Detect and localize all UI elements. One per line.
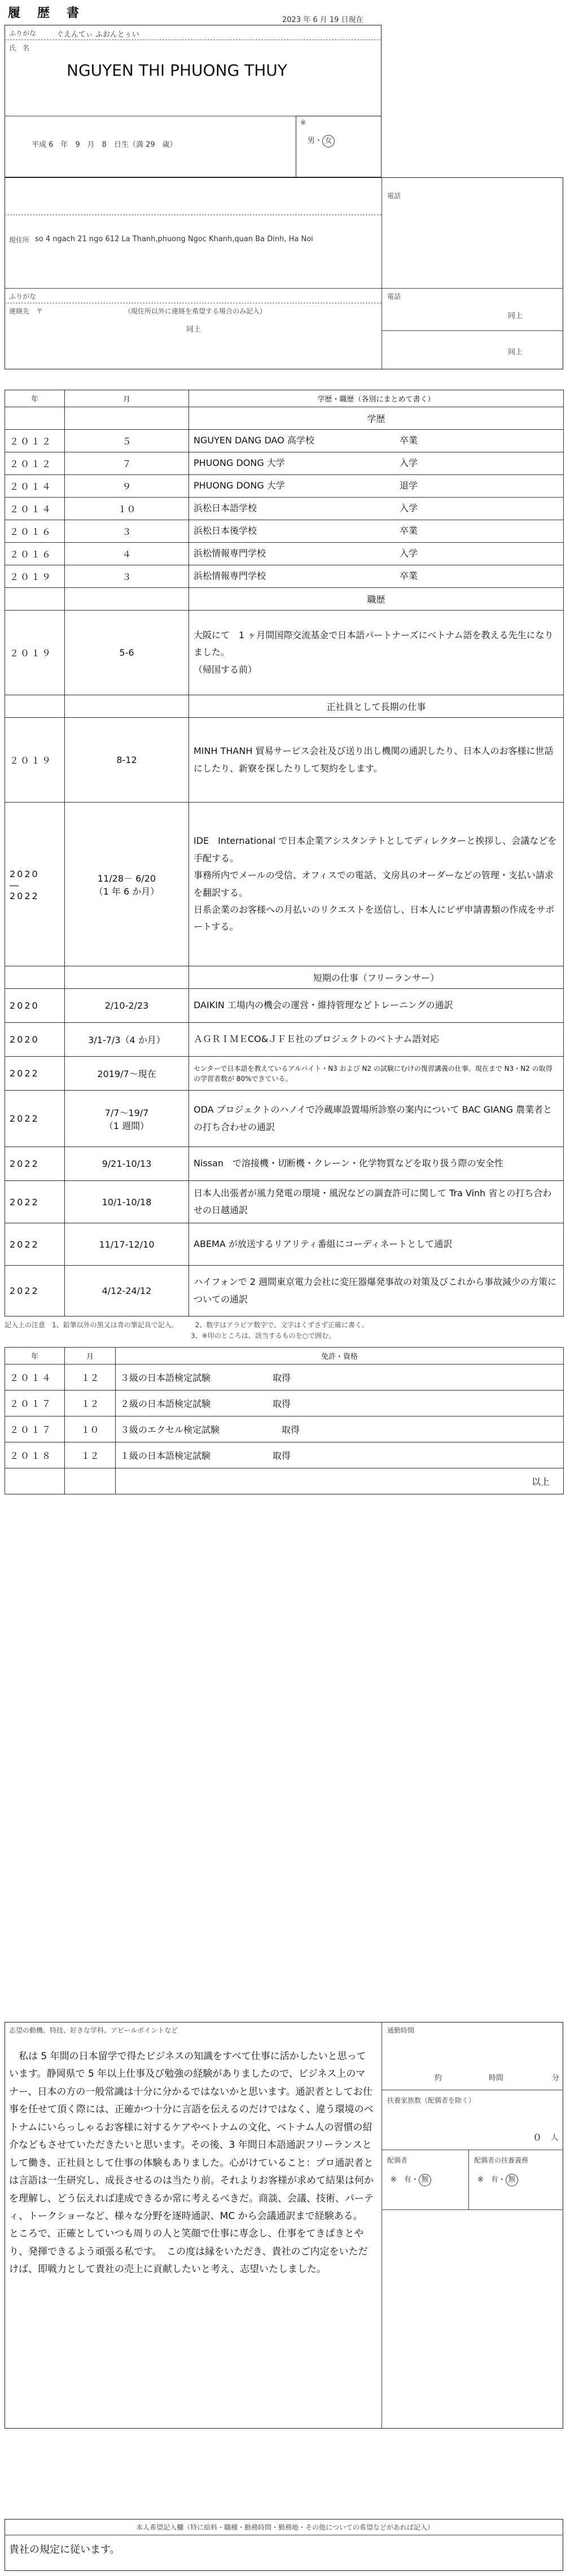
- history-content-text: 大阪にて 1 ヶ月間国際交流基金で日本語パートナーズにベトナム語を教える先生になりました。 （帰国する前）: [194, 629, 554, 675]
- license-month-cell: １２: [65, 1365, 116, 1391]
- dependents-unit: 人: [551, 2134, 559, 2142]
- license-col-content: 免許・資格: [116, 1348, 564, 1365]
- history-section-heading: [5, 588, 564, 611]
- history-row: [5, 475, 564, 498]
- license-status: 取得: [282, 1424, 300, 1435]
- history-heading-cell: 職歴: [189, 588, 564, 611]
- dependents-value: ０: [533, 2132, 542, 2143]
- history-content-text: ABEMA が放送するリアリティ番組にコーディネートとして通訳: [194, 1238, 453, 1249]
- history-month-cell: ９: [65, 475, 189, 498]
- history-month-cell: 10/1-10/18: [65, 1181, 189, 1223]
- history-section-heading: [5, 407, 564, 430]
- history-col-year: 年: [5, 390, 65, 407]
- motivation-text: 私は 5 年間の日本留学で得たビジネスの知識をすべて仕事に活かしたいと思っています。静岡県で 5 年以上仕事及び勉強の経験がありましたので、ビジネス上のマナー、日本の方の一般常識は十分に分かるではないかと思います。通訳者としてお仕事を任せて頂く際には、正確かつ十分に言語を伝えるのだけではなく、違う環境のベトナムにいらっしゃるお客様に対するケアやベトナムの文化、ベトナム人の習慣の紹介などもさせていただきたいと思います。その後、3 年間日本語通訳フリーランスとして働き、正社員として仕事の体験もありました。心がけていること：プロ通訳者とは言語は一生研究し、成長させるのは当たり前。それよりお客様が求めて結果は何かを理解し、どう伝えれば達成できるか常に考えるべきだ。商談、会議、技術、パーティ、トークショーなど、様々な分野を逐時通訳、MC から会議通訳まで経験ある。 ところで、正確としていつも周りの人と笑顔で仕事に専念し、仕事をてきぱきとやり、発揮できるよう頑張る私です。 この度は縁をいただき、貴社のご内定をいただけば、即戦力として貴社の売上に貢献したいと考え、志望いたしました。: [9, 2051, 374, 2276]
- history-status: 入学: [399, 457, 418, 469]
- license-year-cell: ２０１８: [5, 1442, 65, 1468]
- contact-value: 同上: [186, 325, 201, 334]
- history-content-text: NGUYEN DANG DAO 高学校: [194, 435, 314, 446]
- phone-label: 電話: [387, 192, 401, 200]
- license-row: [5, 1391, 564, 1416]
- license-col-month: 月: [65, 1348, 116, 1365]
- spouse-support-circled: 無: [506, 2174, 518, 2186]
- history-content-text: 浜松日本後学校: [194, 525, 257, 537]
- history-status: 入学: [399, 503, 418, 514]
- history-row: [5, 520, 564, 543]
- history-content-text: ＡＧＲＩＭＥCO&ＪＦＥ社のプロジェクトのベトナム語対応: [194, 1034, 440, 1045]
- history-month-cell: [65, 407, 189, 430]
- history-content-text: PHUONG DONG 大学: [194, 457, 285, 469]
- spouse-field: [391, 2173, 431, 2186]
- name-label: 氏 名: [9, 44, 30, 52]
- history-row: [5, 498, 564, 520]
- gender-male: 男・: [308, 137, 323, 145]
- license-status: 取得: [273, 1372, 291, 1383]
- license-end-row: [5, 1468, 564, 1494]
- history-row: [5, 1091, 564, 1147]
- history-content-cell: [189, 565, 564, 588]
- license-row: [5, 1442, 564, 1468]
- license-month-cell: １２: [65, 1391, 116, 1416]
- history-status: 入学: [399, 548, 418, 559]
- history-header-row: [5, 390, 564, 407]
- note-line-2: 3、※印のところは、該当するものを○で囲む。: [191, 1332, 336, 1340]
- history-month-cell: ４: [65, 543, 189, 565]
- furigana-label: ふりがな: [9, 29, 37, 37]
- license-content-cell: [116, 1416, 564, 1442]
- history-row: [5, 430, 564, 452]
- request-label: 本人希望記入欄（特に給料・職種・勤務時間・勤務地・その他についての希望などがあれば記入）: [136, 2523, 434, 2531]
- history-month-cell: 8-12: [65, 718, 189, 803]
- history-content-text: DAIKIN 工場内の機会の運営・維持管理などトレーニングの通訳: [194, 1000, 453, 1011]
- history-year-cell: [5, 407, 65, 430]
- history-section-heading: [5, 695, 564, 718]
- history-content-text: 日本人出張者が風力発電の環境・風況などの調査許可に関して Tra Vinh 省との打ち合わせの日越通訳: [194, 1187, 552, 1215]
- gender-female-circled: 女: [322, 135, 335, 147]
- history-content-text: 浜松情報専門学校: [194, 570, 266, 582]
- history-month-cell: [65, 695, 189, 718]
- history-content-cell: [189, 1023, 564, 1057]
- history-month-cell: ５: [65, 430, 189, 452]
- history-month-cell: [65, 966, 189, 989]
- license-end: 以上: [116, 1468, 564, 1494]
- history-section-heading: [5, 966, 564, 989]
- history-col-month: 月: [65, 390, 189, 407]
- history-month-cell: [65, 588, 189, 611]
- history-year-cell: ２０１４: [5, 475, 65, 498]
- history-content-cell: [189, 1147, 564, 1181]
- history-content-cell: [189, 430, 564, 452]
- license-year-cell: ２０１７: [5, 1391, 65, 1416]
- history-year-cell: ２０１６: [5, 520, 65, 543]
- history-content-cell: [189, 1223, 564, 1266]
- history-content-cell: [189, 1057, 564, 1091]
- history-year-cell: 2022: [5, 1266, 65, 1317]
- note-line-1: 記入上の注意 1、鉛筆以外の黒又は青の筆記具で記入。 2、数字はアラビア数字で、文字はくずさず正確に書く。: [5, 1321, 369, 1329]
- history-content-cell: [189, 803, 564, 966]
- page-title: 履 歴 書: [8, 6, 82, 20]
- notes: [5, 1320, 563, 1341]
- history-content-cell: [189, 989, 564, 1023]
- gender-mark: ※: [300, 119, 306, 127]
- history-row: [5, 565, 564, 588]
- history-content-cell: [189, 543, 564, 565]
- history-row: [5, 1057, 564, 1091]
- history-content-cell: [189, 498, 564, 520]
- commute-approx: 約: [435, 2074, 442, 2082]
- license-name: ３級の日本語検定試験: [120, 1372, 211, 1383]
- history-content-cell: [189, 475, 564, 498]
- history-year-cell: 2020: [5, 1023, 65, 1057]
- contact-box: [5, 177, 563, 369]
- history-content-text: ODA プロジェクトのハノイで冷蔵庫設置場所診察の案内について BAC GIANG 農業者との打ち合わせの通訳: [194, 1104, 553, 1132]
- history-year-cell: [5, 588, 65, 611]
- history-row: [5, 611, 564, 695]
- history-year-cell: 2020: [5, 989, 65, 1023]
- license-row: [5, 1365, 564, 1391]
- motivation-label: 志望の動機、特技、好きな学科、アピールポイントなど: [9, 2026, 178, 2034]
- history-status: 卒業: [399, 570, 418, 582]
- history-row: [5, 803, 564, 966]
- history-content-cell: [189, 1181, 564, 1223]
- spouse-label: 配偶者: [387, 2156, 408, 2164]
- history-content-text: PHUONG DONG 大学: [194, 480, 285, 491]
- license-content-cell: [116, 1442, 564, 1468]
- history-year-cell: [5, 695, 65, 718]
- license-year-cell: ２０１４: [5, 1365, 65, 1391]
- history-row: [5, 1266, 564, 1317]
- license-month-cell: １０: [65, 1416, 116, 1442]
- history-month-cell: 5-6: [65, 611, 189, 695]
- commute-time-label: 通勤時間: [387, 2026, 415, 2034]
- document-date: 2023 年 6 月 19 日現在: [282, 16, 363, 24]
- spouse-support-label: 配偶者の扶養義務: [474, 2156, 529, 2164]
- history-content-text: 浜松日本語学校: [194, 503, 257, 514]
- license-name: ２級の日本語検定試験: [120, 1398, 211, 1409]
- license-month-cell: １２: [65, 1442, 116, 1468]
- license-status: 取得: [273, 1398, 291, 1409]
- history-year-cell: 2020 ― 2022: [5, 803, 65, 966]
- history-row: [5, 1147, 564, 1181]
- history-content-cell: [189, 718, 564, 803]
- history-month-cell: 2/10-2/23: [65, 989, 189, 1023]
- history-heading-cell: 正社員として長期の仕事: [189, 695, 564, 718]
- history-table: [5, 390, 564, 1317]
- contact-phone-label: 電話: [387, 293, 401, 300]
- history-content-cell: [189, 611, 564, 695]
- gender-field: [308, 134, 335, 147]
- history-content-cell: [189, 520, 564, 543]
- contact-furigana-label: ふりがな: [9, 293, 37, 300]
- applicant-name: NGUYEN THI PHUONG THUY: [67, 61, 287, 80]
- history-year-cell: ２０１９: [5, 611, 65, 695]
- request-value: 貴社の規定に従います。: [9, 2544, 120, 2556]
- history-month-cell: 4/12-24/12: [65, 1266, 189, 1317]
- license-content-cell: [116, 1391, 564, 1416]
- history-row: [5, 1181, 564, 1223]
- license-content-cell: [116, 1365, 564, 1391]
- spouse-circled: 無: [419, 2174, 431, 2186]
- history-content-text: ハイフォンで 2 週間東京電力会社に変圧器爆発事故の対策及びこれから事故減少の方策についての通訳: [194, 1276, 557, 1305]
- history-month-cell: 9/21-10/13: [65, 1147, 189, 1181]
- commute-minutes-unit: 分: [552, 2074, 560, 2082]
- history-status: 退学: [399, 480, 418, 491]
- license-name: １級の日本語検定試験: [120, 1450, 211, 1461]
- history-year-cell: ２０１９: [5, 718, 65, 803]
- license-row: [5, 1416, 564, 1442]
- address-label: 現住所: [9, 236, 30, 244]
- license-month-cell: [65, 1468, 116, 1494]
- spouse-value: ※ 有・: [391, 2176, 419, 2184]
- contact-note: （現住所以外に連絡を希望する場合のみ記入）: [124, 307, 267, 315]
- history-year-cell: 2022: [5, 1181, 65, 1223]
- license-header-row: [5, 1348, 564, 1365]
- history-content-cell: [189, 1266, 564, 1317]
- history-year-cell: ２０１９: [5, 565, 65, 588]
- history-month-cell: ３: [65, 565, 189, 588]
- history-month-cell: ７: [65, 452, 189, 475]
- history-content-text: IDE International で日本企業アシスタンテトとしてディレクターと挨拶し、会議などを手配する。 事務所内でメールの受信、オフィスでの電話、文房具のオーダーなどの管理・支払い請求を翻訳する。 日系企業のお客様への月払いのリクエストを送信し、日本人にビザ申請書類の作成をサポートする。: [194, 835, 557, 932]
- history-row: [5, 1023, 564, 1057]
- history-month-cell: 3/1-7/3（4 か月）: [65, 1023, 189, 1057]
- history-year-cell: ２０１４: [5, 498, 65, 520]
- contact-label: 連絡先 〒: [9, 307, 43, 315]
- history-content-cell: [189, 452, 564, 475]
- contact-phone-value-2: 同上: [508, 348, 523, 356]
- history-year-cell: ２０１６: [5, 543, 65, 565]
- license-year-cell: ２０１７: [5, 1416, 65, 1442]
- history-month-cell: 2019/7〜現在: [65, 1057, 189, 1091]
- spouse-support-value: ※ 有・: [477, 2176, 506, 2184]
- license-year-cell: [5, 1468, 65, 1494]
- history-content-text: 浜松情報専門学校: [194, 548, 266, 559]
- history-status: 卒業: [399, 525, 418, 537]
- history-content-text: MINH THANH 貿易サービス会社及び送り出し機関の通訳したり、日本人のお客様に世話にしたり、新寮を探したりして契約をします。: [194, 746, 554, 774]
- history-month-cell: 11/28－ 6/20 （1 年 6 か月）: [65, 803, 189, 966]
- history-year-cell: [5, 966, 65, 989]
- birth-date: 平成 6 年 9 月 8 日生（満 29 歳）: [32, 141, 177, 149]
- history-col-content: 学歴・職歴（各別にまとめて書く）: [189, 390, 564, 407]
- history-month-cell: 7/7〜19/7 （1 週間）: [65, 1091, 189, 1147]
- history-content-cell: [189, 1091, 564, 1147]
- history-year-cell: 2022: [5, 1057, 65, 1091]
- history-content-text: Nissan で溶接機・切断機・クレーン・化学物質などを取り扱う際の安全性: [194, 1158, 503, 1169]
- history-row: [5, 452, 564, 475]
- history-year-cell: 2022: [5, 1223, 65, 1266]
- history-content-text: センターで日本語を教えているアルバイト・N3 および N2 の試験にむけの復習講義の仕事。現在まで N3・N2 の取得の学習者数が 80%できている。: [194, 1064, 553, 1083]
- history-row: [5, 1223, 564, 1266]
- history-heading-cell: 学歴: [189, 407, 564, 430]
- history-heading-cell: 短期の仕事（フリーランサー）: [189, 966, 564, 989]
- history-year-cell: ２０１２: [5, 430, 65, 452]
- commute-hours-unit: 時間: [489, 2074, 504, 2082]
- dependents-label: 扶養家族数（配偶者を除く）: [387, 2096, 476, 2104]
- license-table: [5, 1347, 564, 1494]
- license-name: ３級のエクセル検定試験: [120, 1424, 220, 1435]
- history-row: [5, 543, 564, 565]
- history-year-cell: 2022: [5, 1147, 65, 1181]
- address-value: so 4 ngach 21 ngo 612 La Thanh,phuong Ngoc Khanh,quan Ba Dinh, Ha Noi: [35, 235, 313, 243]
- license-status: 取得: [273, 1450, 291, 1461]
- history-row: [5, 718, 564, 803]
- spouse-support-field: [477, 2173, 518, 2186]
- history-month-cell: ３: [65, 520, 189, 543]
- history-year-cell: ２０１２: [5, 452, 65, 475]
- history-status: 卒業: [399, 435, 418, 446]
- furigana-value: ぐえんてぃ ふおんとぅい: [56, 30, 139, 39]
- history-year-cell: 2022: [5, 1091, 65, 1147]
- history-row: [5, 989, 564, 1023]
- license-col-year: 年: [5, 1348, 65, 1365]
- contact-phone-value: 同上: [508, 312, 523, 320]
- history-month-cell: 11/17-12/10: [65, 1223, 189, 1266]
- history-month-cell: １０: [65, 498, 189, 520]
